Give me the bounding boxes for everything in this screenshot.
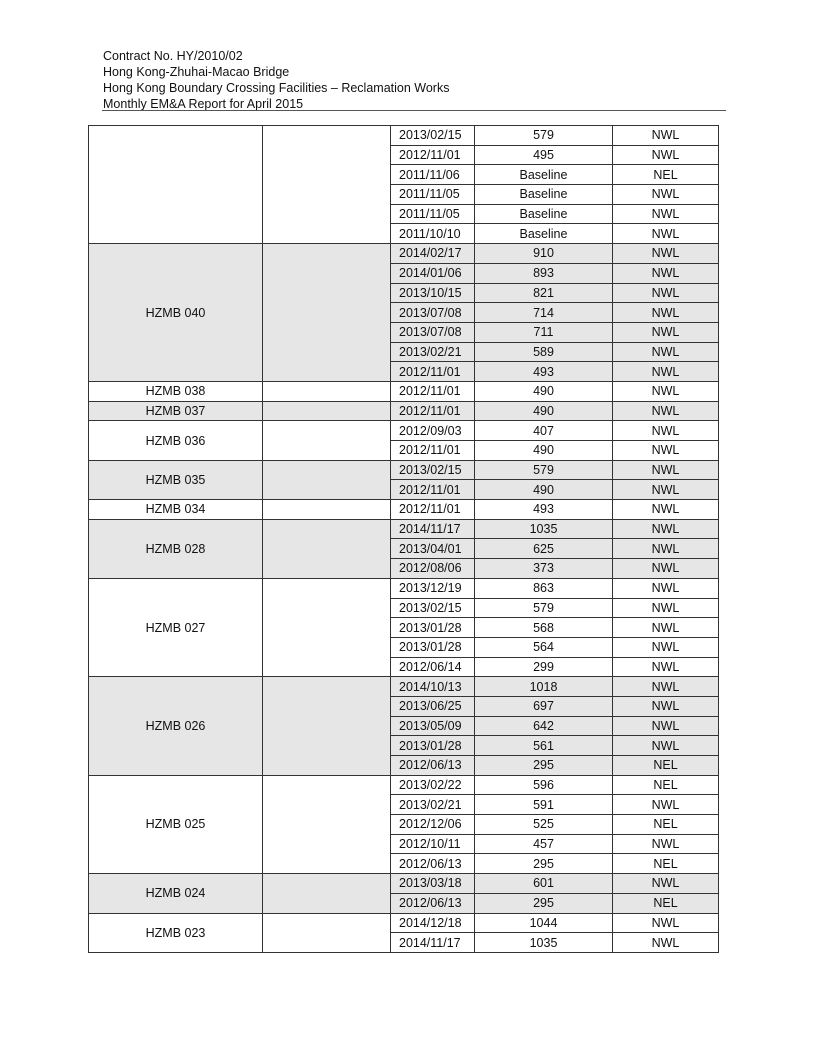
value-cell: 493 xyxy=(475,500,613,520)
type-cell: NWL xyxy=(613,677,719,697)
value-cell: Baseline xyxy=(475,165,613,185)
value-cell: 591 xyxy=(475,795,613,815)
type-cell: NWL xyxy=(613,874,719,894)
date-cell: 2014/12/18 xyxy=(391,913,475,933)
blank-cell xyxy=(263,500,391,520)
date-cell: 2014/11/17 xyxy=(391,519,475,539)
blank-cell xyxy=(263,244,391,382)
type-cell: NWL xyxy=(613,224,719,244)
date-cell: 2013/02/15 xyxy=(391,598,475,618)
blank-cell xyxy=(263,421,391,460)
site-cell: HZMB 028 xyxy=(89,519,263,578)
blank-cell xyxy=(263,578,391,676)
value-cell: 711 xyxy=(475,322,613,342)
value-cell: 910 xyxy=(475,244,613,264)
site-cell: HZMB 034 xyxy=(89,500,263,520)
date-cell: 2013/04/01 xyxy=(391,539,475,559)
value-cell: 407 xyxy=(475,421,613,441)
value-cell: 490 xyxy=(475,480,613,500)
value-cell: 490 xyxy=(475,441,613,461)
date-cell: 2013/07/08 xyxy=(391,303,475,323)
blank-cell xyxy=(263,401,391,421)
date-cell: 2011/10/10 xyxy=(391,224,475,244)
value-cell: Baseline xyxy=(475,224,613,244)
date-cell: 2013/06/25 xyxy=(391,696,475,716)
blank-cell xyxy=(263,775,391,873)
site-cell: HZMB 038 xyxy=(89,381,263,401)
value-cell: 490 xyxy=(475,401,613,421)
site-cell: HZMB 037 xyxy=(89,401,263,421)
date-cell: 2013/07/08 xyxy=(391,322,475,342)
type-cell: NEL xyxy=(613,815,719,835)
type-cell: NEL xyxy=(613,893,719,913)
type-cell: NWL xyxy=(613,716,719,736)
type-cell: NWL xyxy=(613,539,719,559)
date-cell: 2012/06/13 xyxy=(391,854,475,874)
contract-number: Contract No. HY/2010/02 xyxy=(103,49,243,63)
date-cell: 2014/01/06 xyxy=(391,263,475,283)
date-cell: 2014/10/13 xyxy=(391,677,475,697)
site-cell xyxy=(89,126,263,244)
date-cell: 2012/11/01 xyxy=(391,441,475,461)
value-cell: 299 xyxy=(475,657,613,677)
value-cell: 579 xyxy=(475,598,613,618)
table-row xyxy=(89,244,719,264)
type-cell: NWL xyxy=(613,795,719,815)
data-table xyxy=(88,125,719,953)
date-cell: 2013/01/28 xyxy=(391,637,475,657)
report-title: Monthly EM&A Report for April 2015 xyxy=(103,97,304,111)
type-cell: NWL xyxy=(613,460,719,480)
value-cell: 525 xyxy=(475,815,613,835)
value-cell: 714 xyxy=(475,303,613,323)
date-cell: 2012/06/14 xyxy=(391,657,475,677)
table-row xyxy=(89,578,719,598)
date-cell: 2013/10/15 xyxy=(391,283,475,303)
date-cell: 2014/02/17 xyxy=(391,244,475,264)
date-cell: 2013/02/22 xyxy=(391,775,475,795)
site-cell: HZMB 023 xyxy=(89,913,263,952)
value-cell: 295 xyxy=(475,893,613,913)
date-cell: 2011/11/05 xyxy=(391,204,475,224)
table-row xyxy=(89,500,719,520)
blank-cell xyxy=(263,519,391,578)
date-cell: 2013/12/19 xyxy=(391,578,475,598)
date-cell: 2012/12/06 xyxy=(391,815,475,835)
value-cell: 1018 xyxy=(475,677,613,697)
value-cell: 561 xyxy=(475,736,613,756)
header-divider xyxy=(102,110,726,111)
type-cell: NWL xyxy=(613,126,719,146)
value-cell: 601 xyxy=(475,874,613,894)
value-cell: 579 xyxy=(475,126,613,146)
table-row xyxy=(89,874,719,894)
value-cell: 493 xyxy=(475,362,613,382)
date-cell: 2012/09/03 xyxy=(391,421,475,441)
date-cell: 2012/06/13 xyxy=(391,756,475,776)
value-cell: 373 xyxy=(475,559,613,579)
type-cell: NWL xyxy=(613,913,719,933)
works-name: Hong Kong Boundary Crossing Facilities – Reclamation Works xyxy=(103,81,450,95)
value-cell: 495 xyxy=(475,145,613,165)
site-cell: HZMB 036 xyxy=(89,421,263,460)
type-cell: NWL xyxy=(613,283,719,303)
value-cell: 1035 xyxy=(475,519,613,539)
table-row xyxy=(89,381,719,401)
value-cell: 295 xyxy=(475,756,613,776)
type-cell: NWL xyxy=(613,441,719,461)
date-cell: 2013/03/18 xyxy=(391,874,475,894)
table-row xyxy=(89,460,719,480)
type-cell: NWL xyxy=(613,185,719,205)
site-cell: HZMB 025 xyxy=(89,775,263,873)
type-cell: NWL xyxy=(613,480,719,500)
blank-cell xyxy=(263,126,391,244)
date-cell: 2013/02/21 xyxy=(391,795,475,815)
table-row xyxy=(89,519,719,539)
type-cell: NWL xyxy=(613,637,719,657)
table-body xyxy=(89,126,719,953)
date-cell: 2011/11/06 xyxy=(391,165,475,185)
table-row xyxy=(89,913,719,933)
type-cell: NWL xyxy=(613,204,719,224)
date-cell: 2012/11/01 xyxy=(391,145,475,165)
value-cell: 1035 xyxy=(475,933,613,953)
type-cell: NWL xyxy=(613,657,719,677)
type-cell: NWL xyxy=(613,362,719,382)
type-cell: NWL xyxy=(613,244,719,264)
type-cell: NWL xyxy=(613,303,719,323)
type-cell: NEL xyxy=(613,165,719,185)
value-cell: 579 xyxy=(475,460,613,480)
value-cell: 589 xyxy=(475,342,613,362)
value-cell: 893 xyxy=(475,263,613,283)
type-cell: NWL xyxy=(613,598,719,618)
site-cell: HZMB 035 xyxy=(89,460,263,499)
blank-cell xyxy=(263,913,391,952)
blank-cell xyxy=(263,677,391,775)
table-row xyxy=(89,126,719,146)
date-cell: 2014/11/17 xyxy=(391,933,475,953)
value-cell: 642 xyxy=(475,716,613,736)
type-cell: NWL xyxy=(613,381,719,401)
value-cell: 596 xyxy=(475,775,613,795)
site-cell: HZMB 027 xyxy=(89,578,263,676)
date-cell: 2011/11/05 xyxy=(391,185,475,205)
blank-cell xyxy=(263,460,391,499)
value-cell: 568 xyxy=(475,618,613,638)
type-cell: NWL xyxy=(613,578,719,598)
table-row xyxy=(89,775,719,795)
type-cell: NWL xyxy=(613,696,719,716)
date-cell: 2013/02/21 xyxy=(391,342,475,362)
value-cell: Baseline xyxy=(475,204,613,224)
table-row xyxy=(89,421,719,441)
type-cell: NWL xyxy=(613,618,719,638)
site-cell: HZMB 026 xyxy=(89,677,263,775)
type-cell: NWL xyxy=(613,322,719,342)
value-cell: 697 xyxy=(475,696,613,716)
date-cell: 2012/11/01 xyxy=(391,480,475,500)
type-cell: NWL xyxy=(613,421,719,441)
date-cell: 2013/05/09 xyxy=(391,716,475,736)
value-cell: 457 xyxy=(475,834,613,854)
type-cell: NWL xyxy=(613,342,719,362)
type-cell: NWL xyxy=(613,736,719,756)
value-cell: 295 xyxy=(475,854,613,874)
type-cell: NWL xyxy=(613,145,719,165)
type-cell: NWL xyxy=(613,933,719,953)
date-cell: 2013/01/28 xyxy=(391,736,475,756)
type-cell: NWL xyxy=(613,263,719,283)
table-row xyxy=(89,401,719,421)
blank-cell xyxy=(263,874,391,913)
value-cell: 564 xyxy=(475,637,613,657)
project-name: Hong Kong-Zhuhai-Macao Bridge xyxy=(103,65,290,79)
date-cell: 2013/02/15 xyxy=(391,126,475,146)
value-cell: 821 xyxy=(475,283,613,303)
site-cell: HZMB 024 xyxy=(89,874,263,913)
date-cell: 2013/01/28 xyxy=(391,618,475,638)
type-cell: NWL xyxy=(613,834,719,854)
table-row xyxy=(89,677,719,697)
type-cell: NEL xyxy=(613,756,719,776)
blank-cell xyxy=(263,381,391,401)
report-header xyxy=(103,48,723,112)
value-cell: 863 xyxy=(475,578,613,598)
date-cell: 2012/11/01 xyxy=(391,362,475,382)
date-cell: 2012/06/13 xyxy=(391,893,475,913)
type-cell: NWL xyxy=(613,519,719,539)
value-cell: 490 xyxy=(475,381,613,401)
type-cell: NEL xyxy=(613,775,719,795)
date-cell: 2012/11/01 xyxy=(391,401,475,421)
site-cell: HZMB 040 xyxy=(89,244,263,382)
date-cell: 2012/10/11 xyxy=(391,834,475,854)
value-cell: 1044 xyxy=(475,913,613,933)
value-cell: Baseline xyxy=(475,185,613,205)
type-cell: NWL xyxy=(613,500,719,520)
type-cell: NWL xyxy=(613,559,719,579)
value-cell: 625 xyxy=(475,539,613,559)
type-cell: NEL xyxy=(613,854,719,874)
date-cell: 2012/11/01 xyxy=(391,500,475,520)
type-cell: NWL xyxy=(613,401,719,421)
date-cell: 2013/02/15 xyxy=(391,460,475,480)
date-cell: 2012/08/06 xyxy=(391,559,475,579)
date-cell: 2012/11/01 xyxy=(391,381,475,401)
